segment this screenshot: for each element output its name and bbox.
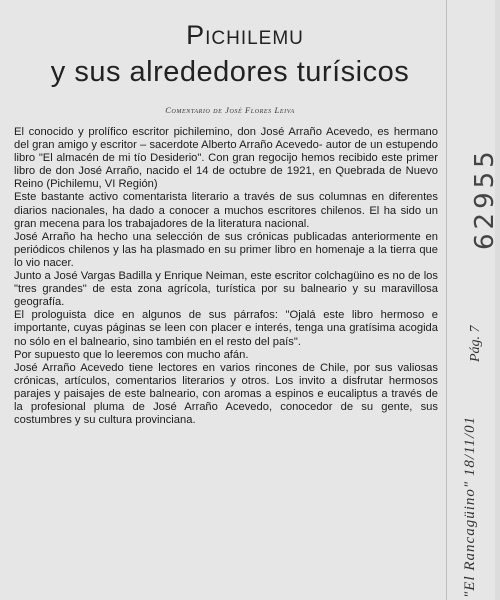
paragraph: El conocido y prolífico escritor pichilemino, don José Arraño Acevedo, es hermano del gran amigo y escritor – sacerdote Alberto Arraño Acevedo- autor de un estupendo libro "El almacén de mi tío Desiderio". Con gran regocijo hemos recibido este primer libro de don José Arraño, nacido el 14 de octubre de 1921, en Quebrada de Nuevo Reino (Pichilemu, VI Región) <box>14 126 438 191</box>
paragraph: Por supuesto que lo leeremos con mucho afán. <box>14 348 249 361</box>
paragraph: José Arraño ha hecho una selección de sus crónicas publicadas anteriormente en periódicos chilenos y las ha plasmado en su primer libro en homenaje a la tierra que lo vio nacer. <box>14 230 438 269</box>
source-date-note: "El Rancagüino" 18/11/01 <box>462 415 478 598</box>
clipping-edge <box>446 0 447 600</box>
paragraph: Este bastante activo comentarista literario a través de sus columnas en diferentes diarios nacionales, ha dado a conocer a muchos escritores chilenos. El ha sido un gran mecena para los trabajadores de la literatura nacional. <box>14 191 438 230</box>
article-byline: Comentario de José Flores Leiva <box>165 105 295 115</box>
catalog-number: 62955 <box>470 147 500 250</box>
page-reference: Pág. 7 <box>468 325 483 362</box>
paragraph: José Arraño Acevedo tiene lectores en varios rincones de Chile, por sus valiosas crónicas, artículos, comentarios literarios y otros. Los invito a disfrutar hermosos parajes y paisajes de este balneario, con aromas a espinos e eucaliptus a través de la profesional pluma de José Arraño Acevedo, conocedor de su gente, sus costumbres y su cultura provinciana. <box>14 361 438 427</box>
article-title-line1: Pichilemu <box>186 20 304 50</box>
paragraph: El prologuista dice en algunos de sus párrafos: "Ojalá este libro hermoso e importante, cuyas páginas se leen con placer e interés, tenga una gratísima acogida no sólo en el balneario, sino también en el resto del país". <box>14 309 438 348</box>
paragraph: Junto a José Vargas Badilla y Enrique Neiman, este escritor colchagüino es no de los "tres grandes" de esta zona agrícola, turística por su balneario y su maravillosa geografía. <box>14 270 438 309</box>
article-title-line2: y sus alrededores turísicos <box>50 56 410 88</box>
article-body <box>14 126 438 427</box>
